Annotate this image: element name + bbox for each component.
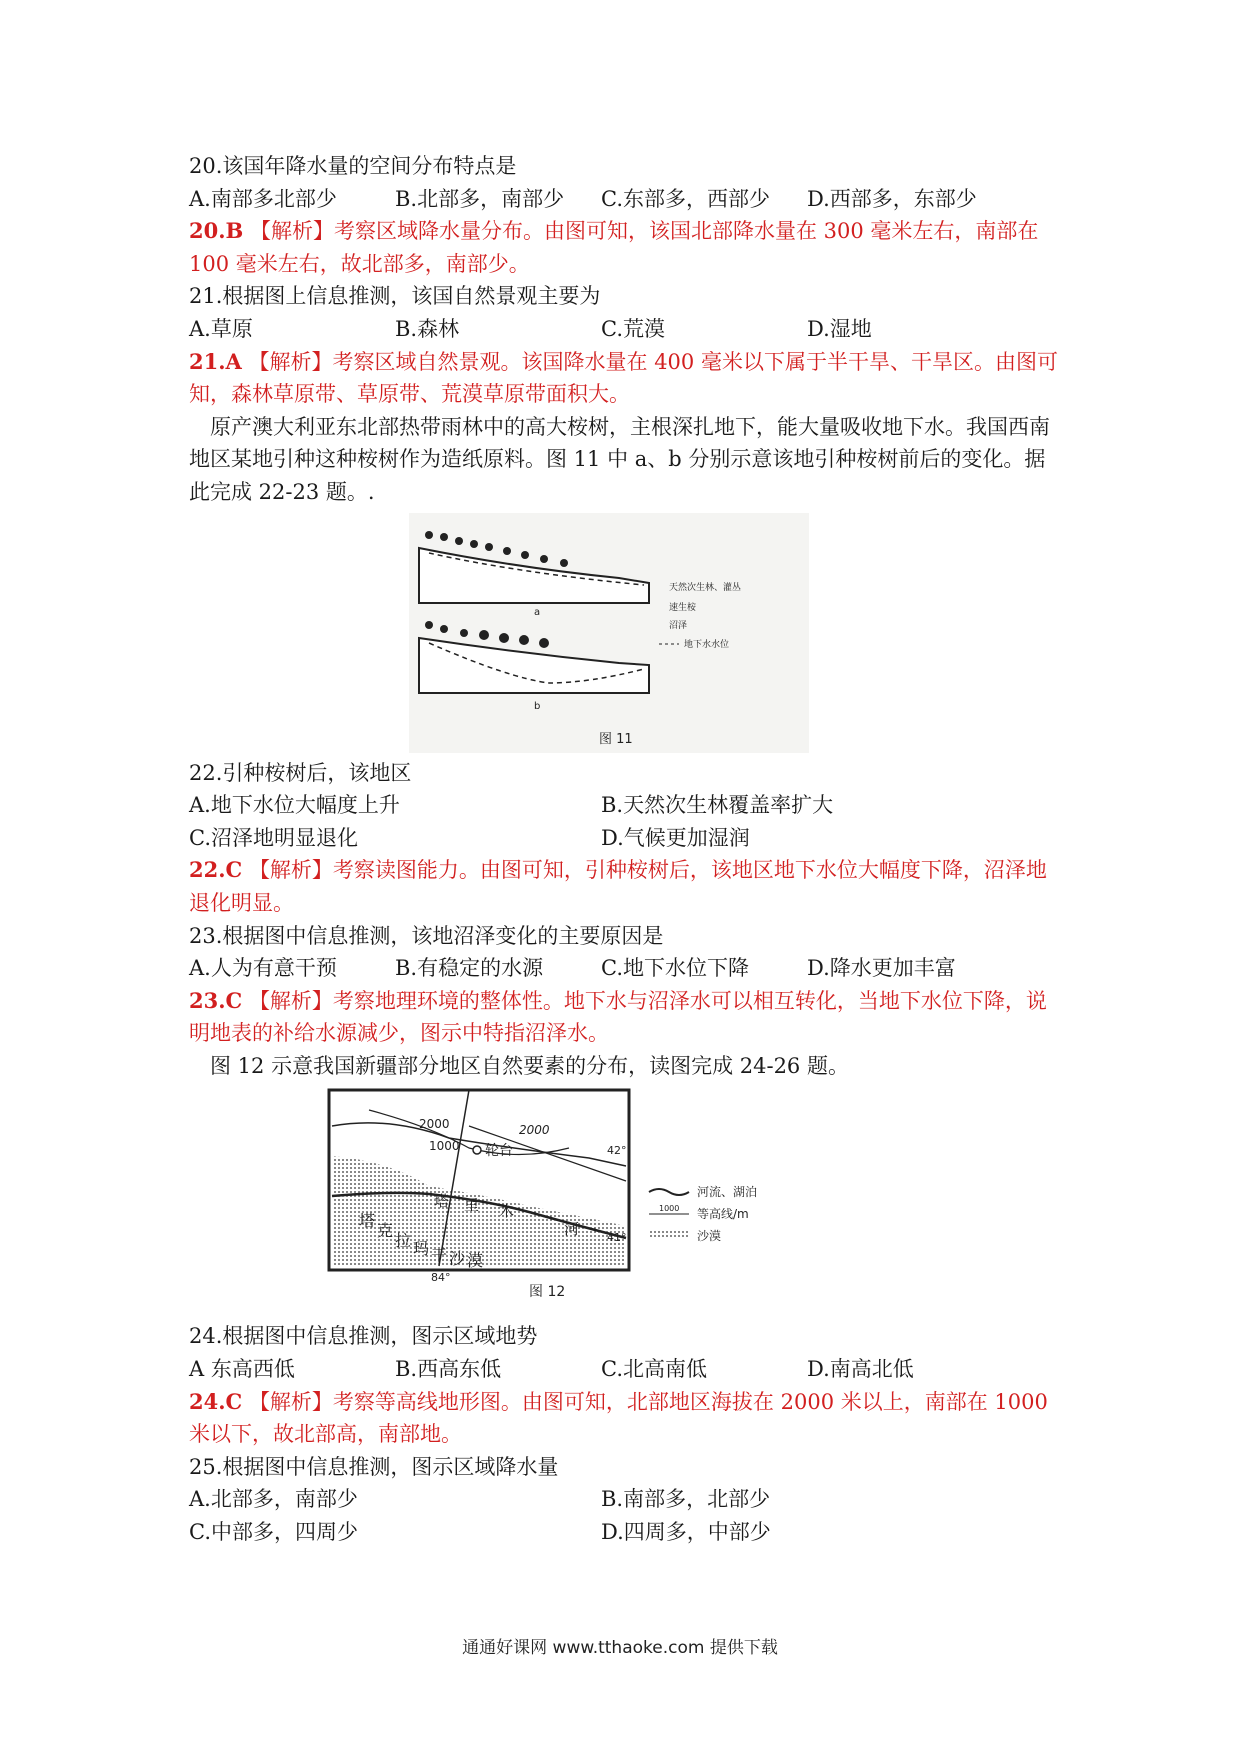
latitude-41: 41° [607, 1231, 627, 1245]
desert-char: 沙 [449, 1249, 466, 1269]
option-a: A.南部多北部少 [189, 186, 337, 211]
question-20-options [189, 183, 1059, 216]
answer-24 [189, 1386, 1059, 1451]
legend-contour: 等高线/m [697, 1207, 749, 1222]
option-d: D.西部多，东部少 [807, 186, 977, 211]
answer-22 [189, 854, 1059, 919]
question-21-options [189, 313, 1059, 346]
contour-2000-left: 2000 [419, 1117, 450, 1132]
answer-number: 23.C [189, 987, 243, 1013]
answer-21 [189, 346, 1059, 411]
river-char: 里 [464, 1196, 480, 1215]
answer-explanation: 【解析】考察区域自然景观。该国降水量在 400 毫米以下属于半干旱、干旱区。由图可知，森林草原带、草原带、荒漠草原带面积大。 [189, 349, 1058, 407]
option-d: D.湿地 [807, 316, 872, 341]
figure-11-diagram [189, 513, 1059, 753]
answer-20 [189, 215, 1059, 280]
legend-swamp: 沼泽 [669, 620, 688, 631]
page-content [189, 150, 1059, 1549]
option-a: A.人为有意干预 [189, 956, 337, 981]
option-c: C.中部多，四周少 [189, 1520, 358, 1545]
option-b: B.有稳定的水源 [395, 956, 544, 981]
answer-explanation: 【解析】考察区域降水量分布。由图可知，该国北部降水量在 300 毫米左右，南部在 100 毫米左右，故北部多，南部少。 [189, 219, 1039, 276]
option-c: C.沼泽地明显退化 [189, 825, 358, 850]
question-23-options [189, 952, 1059, 985]
option-c: C.荒漠 [601, 316, 665, 341]
panel-a-label: a [534, 606, 541, 618]
legend-eucalyptus: 速生桉 [669, 602, 697, 613]
desert-char: 漠 [467, 1251, 484, 1271]
figure-11-caption: 图 11 [599, 731, 633, 747]
legend-desert: 沙漠 [697, 1229, 722, 1244]
option-a: A 东高西低 [189, 1357, 295, 1382]
question-23-stem: 23.根据图中信息推测，该地沼泽变化的主要原因是 [189, 923, 664, 948]
option-c: C.北高南低 [601, 1357, 707, 1382]
figure-11 [189, 513, 1059, 753]
figure-12 [189, 1086, 1059, 1316]
option-d: D.气候更加湿润 [601, 825, 750, 850]
desert-char: 干 [431, 1246, 448, 1266]
option-d: D.降水更加丰富 [807, 956, 956, 981]
option-b: B.西高东低 [395, 1357, 502, 1382]
answer-number: 21.A [189, 348, 242, 374]
question-20-stem: 20.该国年降水量的空间分布特点是 [189, 154, 517, 178]
option-b: B.森林 [395, 316, 460, 341]
answer-number: 24.C [189, 1388, 243, 1414]
question-22-options-row-2 [189, 822, 1059, 855]
longitude-84: 84° [431, 1271, 451, 1285]
answer-number: 22.C [189, 857, 243, 883]
answer-explanation: 【解析】考察读图能力。由图可知，引种桉树后，该地区地下水位大幅度下降，沼泽地退化明显。 [189, 858, 1047, 915]
option-c: C.地下水位下降 [601, 956, 749, 981]
river-char: 木 [499, 1202, 515, 1221]
option-a: A.北部多，南部少 [189, 1487, 358, 1512]
answer-explanation: 【解析】考察地理环境的整体性。地下水与沼泽水可以相互转化，当地下水位下降，说明地表的补给水源减少，图示中特指沼泽水。 [189, 988, 1047, 1046]
city-marker [473, 1146, 481, 1154]
question-22-stem: 22.引种桉树后，该地区 [189, 760, 412, 785]
option-b: B.南部多，北部少 [601, 1487, 771, 1512]
legend-water-table: 地下水水位 [684, 639, 730, 650]
answer-23 [189, 985, 1059, 1050]
question-21-stem: 21.根据图上信息推测，该国自然景观主要为 [189, 284, 601, 309]
figure-12-map [189, 1086, 1059, 1316]
contour-1000: 1000 [429, 1139, 460, 1154]
figure-12-caption: 图 12 [529, 1284, 566, 1301]
question-24-stem: 24.根据图中信息推测，图示区域地势 [189, 1324, 538, 1349]
question-25-options-row-1 [189, 1483, 1059, 1516]
answer-number: 20.B [189, 218, 244, 244]
panel-b-label: b [534, 700, 541, 712]
river-char: 河 [564, 1220, 580, 1239]
passage-24-26: 图 12 示意我国新疆部分地区自然要素的分布，读图完成 24-26 题。 [210, 1053, 849, 1078]
option-a: A.草原 [189, 316, 253, 341]
answer-explanation: 【解析】考察等高线地形图。由图可知，北部地区海拔在 2000 米以上，南部在 1000 米以下，故北部高，南部地。 [189, 1389, 1048, 1447]
desert-char: 塔 [359, 1211, 376, 1231]
passage-22-23: 原产澳大利亚东北部热带雨林中的高大桉树，主根深扎地下，能大量吸收地下水。我国西南地区某地引种这种桉树作为造纸原料。图 11 中 a、b 分别示意该地引种桉树前后的变化。据此完成 22-23 题。. [189, 414, 1050, 504]
question-22-options-row-1 [189, 789, 1059, 822]
desert-char: 克 [377, 1221, 394, 1241]
question-25-options-row-2 [189, 1516, 1059, 1549]
option-b: B.天然次生林覆盖率扩大 [601, 793, 834, 818]
option-d: D.南高北低 [807, 1357, 914, 1382]
latitude-42: 42° [607, 1144, 627, 1158]
option-d: D.四周多，中部少 [601, 1520, 771, 1545]
legend-secondary-forest: 天然次生林、灌丛 [669, 582, 742, 593]
river-char: 塔 [434, 1192, 450, 1211]
figure-12-legend [649, 1184, 757, 1243]
desert-char: 拉 [395, 1231, 412, 1251]
city-label: 轮台 [485, 1143, 513, 1160]
legend-river-lake: 河流、湖泊 [697, 1185, 758, 1200]
question-25-stem: 25.根据图中信息推测，图示区域降水量 [189, 1454, 559, 1479]
contour-2000-right: 2000 [519, 1123, 550, 1138]
option-b: B.北部多，南部少 [395, 186, 565, 211]
page-footer: 通通好课网 www.tthaoke.com 提供下载 [462, 1638, 778, 1658]
option-c: C.东部多，西部少 [601, 186, 770, 211]
question-24-options [189, 1353, 1059, 1386]
option-a: A.地下水位大幅度上升 [189, 793, 400, 818]
desert-char: 玛 [413, 1239, 430, 1259]
legend-contour-value: 1000 [659, 1204, 680, 1214]
